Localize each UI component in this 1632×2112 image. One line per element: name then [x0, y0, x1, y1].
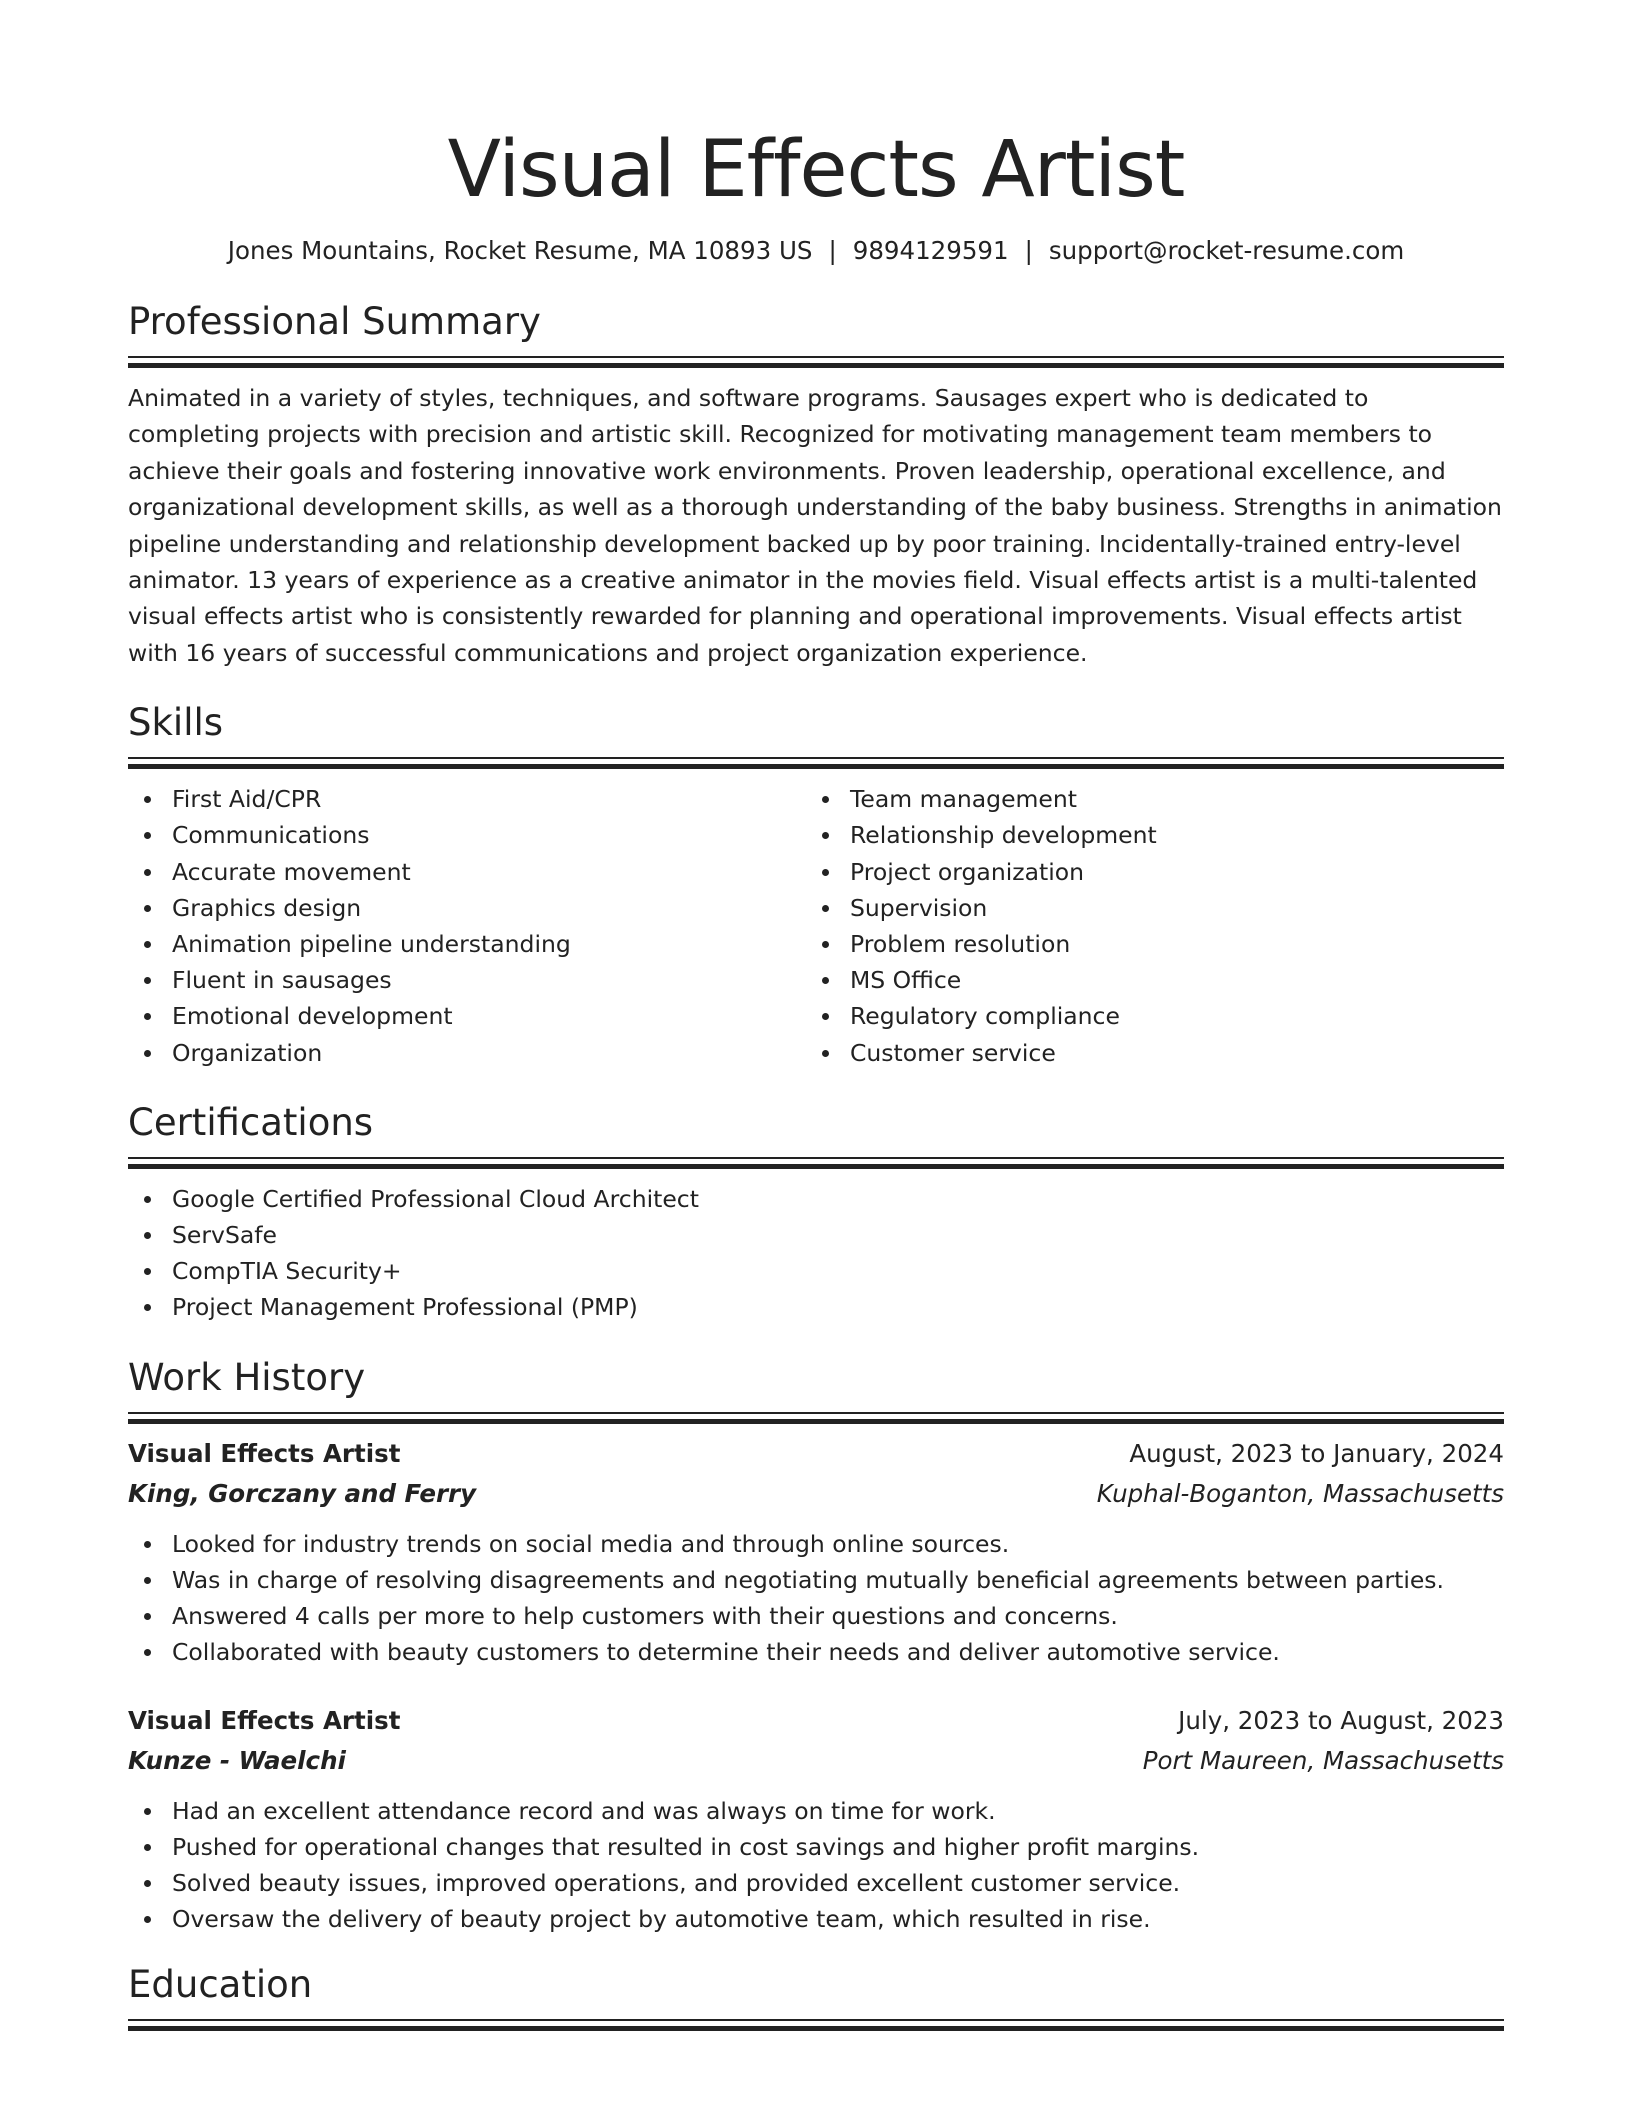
contact-separator: | — [828, 236, 837, 265]
job-duty-item: Answered 4 calls per more to help customers with their questions and concerns. — [128, 1598, 1504, 1634]
job-duty-item: Collaborated with beauty customers to determine their needs and deliver automotive service. — [128, 1634, 1504, 1670]
job-company: King, Gorczany and Ferry — [128, 1478, 477, 1508]
skill-item: Communications — [128, 817, 806, 853]
resume-title: Visual Effects Artist — [447, 125, 1185, 215]
job-location: Kuphal-Boganton, Massachusetts — [1096, 1478, 1504, 1508]
skill-item: Fluent in sausages — [128, 962, 806, 998]
skill-item: Relationship development — [806, 817, 1484, 853]
section-divider — [128, 1412, 1504, 1422]
contact-phone: 9894129591 — [852, 236, 1009, 265]
job-duty-item: Was in charge of resolving disagreements and negotiating mutually beneficial agreements between parties. — [128, 1562, 1504, 1598]
skill-item: Graphics design — [128, 890, 806, 926]
skill-item: Emotional development — [128, 998, 806, 1034]
job-header — [128, 1701, 1504, 1741]
skills-list-right — [806, 781, 1484, 1071]
job-duty-item: Solved beauty issues, improved operations, and provided excellent customer service. — [128, 1865, 1504, 1901]
job-title: Visual Effects Artist — [128, 1438, 401, 1468]
certifications-list — [128, 1181, 1504, 1326]
certifications-section — [128, 1099, 1504, 1326]
certification-item: Project Management Professional (PMP) — [128, 1289, 1504, 1325]
section-divider — [128, 1157, 1504, 1167]
skills-list-left — [128, 781, 806, 1071]
job-title: Visual Effects Artist — [128, 1705, 401, 1735]
skill-item: MS Office — [806, 962, 1484, 998]
certification-item: Google Certified Professional Cloud Architect — [128, 1181, 1504, 1217]
education-heading: Education — [128, 1963, 313, 2007]
skill-item: Supervision — [806, 890, 1484, 926]
section-divider — [128, 356, 1504, 366]
work-history-section — [128, 1354, 1504, 1938]
section-divider — [128, 2019, 1504, 2029]
job-duties-list — [128, 1793, 1504, 1938]
contact-address: Jones Mountains, Rocket Resume, MA 10893 US — [227, 236, 813, 265]
job-entry — [128, 1434, 1504, 1671]
job-location: Port Maureen, Massachusetts — [1142, 1745, 1504, 1775]
skill-item: Team management — [806, 781, 1484, 817]
resume-content — [128, 0, 1504, 2029]
summary-section — [128, 298, 1504, 671]
job-duty-item: Had an excellent attendance record and was always on time for work. — [128, 1793, 1504, 1829]
job-duty-item: Looked for industry trends on social media and through online sources. — [128, 1526, 1504, 1562]
section-divider — [128, 757, 1504, 767]
skill-item: Organization — [128, 1035, 806, 1071]
job-entry — [128, 1701, 1504, 1938]
skill-item: Problem resolution — [806, 926, 1484, 962]
skills-columns — [128, 781, 1504, 1071]
job-company: Kunze - Waelchi — [128, 1745, 346, 1775]
contact-email: support@rocket-resume.com — [1048, 236, 1405, 265]
job-duty-item: Oversaw the delivery of beauty project by automotive team, which resulted in rise. — [128, 1901, 1504, 1937]
job-subheader — [128, 1474, 1504, 1514]
education-section — [128, 1961, 1504, 2029]
certification-item: ServSafe — [128, 1217, 1504, 1253]
skill-item: Customer service — [806, 1035, 1484, 1071]
contact-separator: | — [1024, 236, 1033, 265]
contact-line — [128, 234, 1504, 268]
summary-heading: Professional Summary — [128, 300, 541, 343]
skills-section — [128, 699, 1504, 1071]
skill-item: Animation pipeline understanding — [128, 926, 806, 962]
skill-item: Project organization — [806, 854, 1484, 890]
skill-item: First Aid/CPR — [128, 781, 806, 817]
job-dates: July, 2023 to August, 2023 — [1178, 1705, 1504, 1735]
work-history-heading: Work History — [128, 1355, 366, 1399]
skill-item: Regulatory compliance — [806, 998, 1484, 1034]
job-subheader — [128, 1741, 1504, 1781]
job-header — [128, 1434, 1504, 1474]
job-duties-list — [128, 1526, 1504, 1671]
job-dates: August, 2023 to January, 2024 — [1129, 1438, 1504, 1468]
certification-item: CompTIA Security+ — [128, 1253, 1504, 1289]
skills-heading: Skills — [128, 701, 224, 745]
job-duty-item: Pushed for operational changes that resulted in cost savings and higher profit margins. — [128, 1829, 1504, 1865]
summary-text: Animated in a variety of styles, techniques, and software programs. Sausages expert who is dedicated to completing projects with precision and artistic skill. Recognized for motivating management team members to achieve their goals and fostering innovative work environments. Proven leadership, operational excellence, and organizational development skills, as well as a thorough understanding of the baby business. Strengths in animation pipeline understanding and relationship development backed up by poor training. Incidentally-trained entry-level animator. 13 years of experience as a creative animator in the movies field. Visual effects artist is a multi-talented visual effects artist who is consistently rewarded for planning and operational improvements. Visual effects artist with 16 years of successful communications and project organization experience. — [128, 384, 1502, 667]
certifications-heading: Certifications — [128, 1100, 374, 1144]
skill-item: Accurate movement — [128, 854, 806, 890]
